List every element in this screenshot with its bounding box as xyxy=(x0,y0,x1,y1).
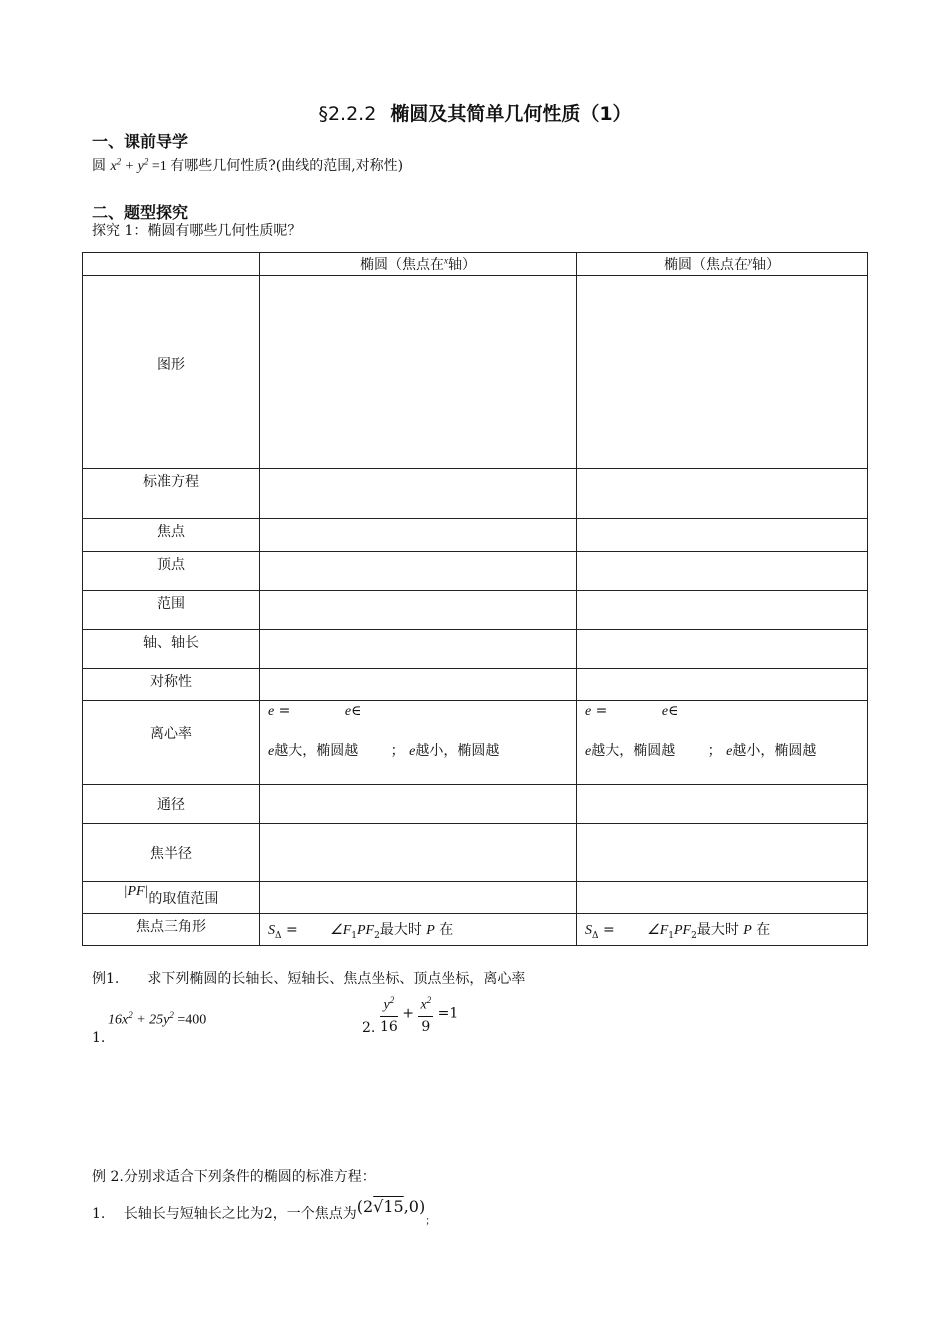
eq-x: x xyxy=(110,159,117,174)
ecc-x-line1 xyxy=(268,701,568,741)
table-row-latus-rectum xyxy=(83,785,868,824)
ex1-plus: + xyxy=(402,1005,415,1022)
header-x-var: x xyxy=(444,255,448,266)
ex1-frac-y-den: 16 xyxy=(380,1018,398,1035)
table-row-eccentricity xyxy=(83,701,868,785)
tri-x-pf: PF xyxy=(356,922,375,938)
part1-question-line xyxy=(92,155,403,175)
ex2-item1-num: 1. xyxy=(92,1206,106,1222)
ecc-x-e1: e xyxy=(268,704,275,719)
ecc-x-e4: e xyxy=(409,744,416,759)
pf-abs: |PF| xyxy=(123,883,149,899)
table-row-std-eq xyxy=(83,469,868,519)
ecc-x-eq: = xyxy=(278,703,291,719)
cell-triangle-x xyxy=(260,914,577,946)
ex1-frac-x xyxy=(418,990,433,1037)
ecc-y-semi: ； xyxy=(707,743,722,759)
tri-x-angle: ∠F xyxy=(330,922,352,938)
cell-graph-x xyxy=(260,276,577,469)
cell-range-y xyxy=(577,591,868,630)
cell-std-eq-y xyxy=(577,469,868,519)
cell-ecc-y xyxy=(577,701,868,785)
cell-ecc-x xyxy=(260,701,577,785)
part1-lead: 圆 xyxy=(92,158,106,174)
example-1-equation-2 xyxy=(380,990,458,1037)
ex2-ratio: 2 xyxy=(263,1206,273,1222)
cell-pf-range-y xyxy=(577,882,868,914)
header-x-pre: 椭圆（焦点在 xyxy=(360,257,444,273)
ecc-y-line1 xyxy=(585,701,859,741)
header-y-post: 轴） xyxy=(752,257,780,273)
ex1-rhs: =1 xyxy=(437,1005,459,1022)
ecc-y-e2: e xyxy=(661,704,669,719)
example-1-item-2-number: 2. xyxy=(362,1020,376,1036)
table-header-row xyxy=(83,253,868,276)
ex1-frac-x-num xyxy=(418,990,433,1017)
row-label-focus: 焦点 xyxy=(83,519,260,552)
ecc-x-semi: ； xyxy=(390,743,405,759)
row-label-vertex: 顶点 xyxy=(83,552,260,591)
cell-axis-y xyxy=(577,630,868,669)
cell-focal-radius-y xyxy=(577,824,868,882)
table-row-range xyxy=(83,591,868,630)
cell-std-eq-x xyxy=(260,469,577,519)
cell-range-x xyxy=(260,591,577,630)
tri-y-p: P xyxy=(743,922,752,938)
ecc-x-e2: e xyxy=(344,704,352,719)
row-label-range: 范围 xyxy=(83,591,260,630)
header-blank-cell xyxy=(83,253,260,276)
tri-y-delta: Δ xyxy=(592,930,599,941)
example-2-prompt: 例 2.分别求适合下列条件的椭圆的标准方程： xyxy=(92,1169,376,1185)
row-label-std-eq: 标准方程 xyxy=(83,469,260,519)
tri-x-s: S xyxy=(268,922,275,938)
row-label-pf-range xyxy=(83,882,260,914)
title-text: 椭圆及其简单几何性质（1） xyxy=(390,103,632,125)
cell-latus-y xyxy=(577,785,868,824)
header-focus-y xyxy=(577,253,868,276)
cell-focal-radius-x xyxy=(260,824,577,882)
ex1-frac-y-num xyxy=(380,990,398,1017)
ecc-x-in: ∈ xyxy=(351,703,362,719)
cell-vertex-y xyxy=(577,552,868,591)
ecc-x-line2 xyxy=(268,741,568,762)
cell-graph-y xyxy=(577,276,868,469)
ecc-y-in: ∈ xyxy=(668,703,679,719)
ex2-comma: ，一个焦点为 xyxy=(272,1206,357,1222)
tri-x-p: P xyxy=(426,922,435,938)
header-x-post: 轴） xyxy=(448,257,476,273)
ex1-eq1-exp1: 2 xyxy=(128,1010,133,1020)
header-focus-x xyxy=(260,253,577,276)
circle-equation: $x^2 + y^2 =1$ xyxy=(110,156,167,174)
header-y-var: y xyxy=(748,255,752,266)
ex2-point-open: (2 xyxy=(356,1197,374,1216)
cell-focus-y xyxy=(577,519,868,552)
ex2-point-close: ,0) xyxy=(403,1197,426,1216)
ex1-eq1-a: 16x xyxy=(108,1012,129,1028)
ex1-eq1-exp2: 2 xyxy=(169,1010,174,1020)
example-1-prompt: 例1. 求下列椭圆的长轴长、短轴长、焦点坐标、顶点坐标，离心率 xyxy=(92,971,526,987)
row-label-eccentricity: 离心率 xyxy=(83,701,260,785)
pf-range-text: 的取值范围 xyxy=(148,890,219,907)
example-2-item-1 xyxy=(92,1197,436,1227)
ecc-x-e3: e xyxy=(268,744,275,759)
table-row-focus xyxy=(83,519,868,552)
eq-rhs: =1 xyxy=(151,159,167,174)
ex2-item1-text: 长轴长与短轴长之比为 xyxy=(123,1206,264,1222)
tri-y-s: S xyxy=(585,922,592,938)
cell-symmetry-y xyxy=(577,669,868,701)
cell-vertex-x xyxy=(260,552,577,591)
explore-1: 探究 1：椭圆有哪些几何性质呢？ xyxy=(92,223,302,239)
cell-pf-range-x xyxy=(260,882,577,914)
tri-y-pf: PF xyxy=(673,922,692,938)
row-label-latus-rectum: 通径 xyxy=(83,785,260,824)
eq-exp-x: 2 xyxy=(116,156,122,167)
table-row-symmetry xyxy=(83,669,868,701)
page-title xyxy=(0,99,950,126)
ecc-y-e4: e xyxy=(726,744,733,759)
eq-y: y xyxy=(137,159,144,174)
tri-x-delta: Δ xyxy=(275,930,282,941)
part1-question: 有哪些几何性质?(曲线的范围,对称性) xyxy=(170,158,404,174)
tri-y-sub2: 2 xyxy=(691,930,697,941)
ex1-frac-y-var: y xyxy=(383,997,390,1013)
ex2-sqrt: √15 xyxy=(373,1197,404,1216)
tri-y-at: 在 xyxy=(756,921,771,938)
part1-heading: 一、课前导学 xyxy=(92,132,189,151)
tri-x-sub1: 1 xyxy=(351,930,357,941)
ex1-eq1-c: =400 xyxy=(177,1012,207,1028)
ellipse-properties-table xyxy=(82,252,868,946)
cell-focus-x xyxy=(260,519,577,552)
tri-x-sub2: 2 xyxy=(374,930,380,941)
cell-triangle-y xyxy=(577,914,868,946)
row-label-focal-triangle: 焦点三角形 xyxy=(83,914,260,946)
row-label-focal-radius: 焦半径 xyxy=(83,824,260,882)
ex2-focus-point xyxy=(357,1197,426,1216)
cell-symmetry-x xyxy=(260,669,577,701)
row-label-symmetry: 对称性 xyxy=(83,669,260,701)
ecc-y-eq: = xyxy=(595,703,608,719)
ecc-y-bigger: 越大，椭圆越 xyxy=(591,743,676,759)
pf-text: PF xyxy=(127,883,145,899)
tri-y-angle: ∠F xyxy=(647,922,669,938)
table-row-focal-radius xyxy=(83,824,868,882)
cell-axis-x xyxy=(260,630,577,669)
table-row-focal-triangle xyxy=(83,914,868,946)
ecc-y-e1: e xyxy=(585,704,592,719)
table-row-vertex xyxy=(83,552,868,591)
table-row-pf-range xyxy=(83,882,868,914)
tri-x-at: 在 xyxy=(439,921,454,938)
ecc-y-smaller: 越小，椭圆越 xyxy=(732,743,817,759)
ecc-y-e3: e xyxy=(585,744,592,759)
ex1-frac-y xyxy=(380,990,398,1037)
ex2-end: ； xyxy=(425,1216,436,1227)
cell-latus-x xyxy=(260,785,577,824)
tri-y-max: 最大时 xyxy=(696,921,739,938)
ecc-x-bigger: 越大，椭圆越 xyxy=(274,743,359,759)
table-row-axis xyxy=(83,630,868,669)
ex1-frac-x-var: x xyxy=(420,997,427,1013)
part2-heading: 二、题型探究 xyxy=(92,203,189,222)
tri-x-eq: = xyxy=(285,921,298,938)
ex1-frac-y-exp: 2 xyxy=(389,995,395,1005)
table-row-graph xyxy=(83,276,868,469)
ecc-x-smaller: 越小，椭圆越 xyxy=(415,743,500,759)
ex1-frac-x-den: 9 xyxy=(421,1018,431,1035)
tri-y-eq: = xyxy=(602,921,615,938)
row-label-axis: 轴、轴长 xyxy=(83,630,260,669)
ex1-eq1-b: + 25y xyxy=(136,1012,170,1028)
ecc-y-line2 xyxy=(585,741,859,762)
example-1-item-1-number: 1. xyxy=(92,1030,106,1046)
section-number: §2.2.2 xyxy=(318,103,377,125)
ex1-frac-x-exp: 2 xyxy=(426,995,432,1005)
tri-x-max: 最大时 xyxy=(379,921,422,938)
eq-exp-y: 2 xyxy=(143,156,149,167)
header-y-pre: 椭圆（焦点在 xyxy=(664,257,748,273)
row-label-graph: 图形 xyxy=(83,276,260,469)
example-1-equation-1 xyxy=(108,1010,206,1029)
tri-y-sub1: 1 xyxy=(668,930,674,941)
